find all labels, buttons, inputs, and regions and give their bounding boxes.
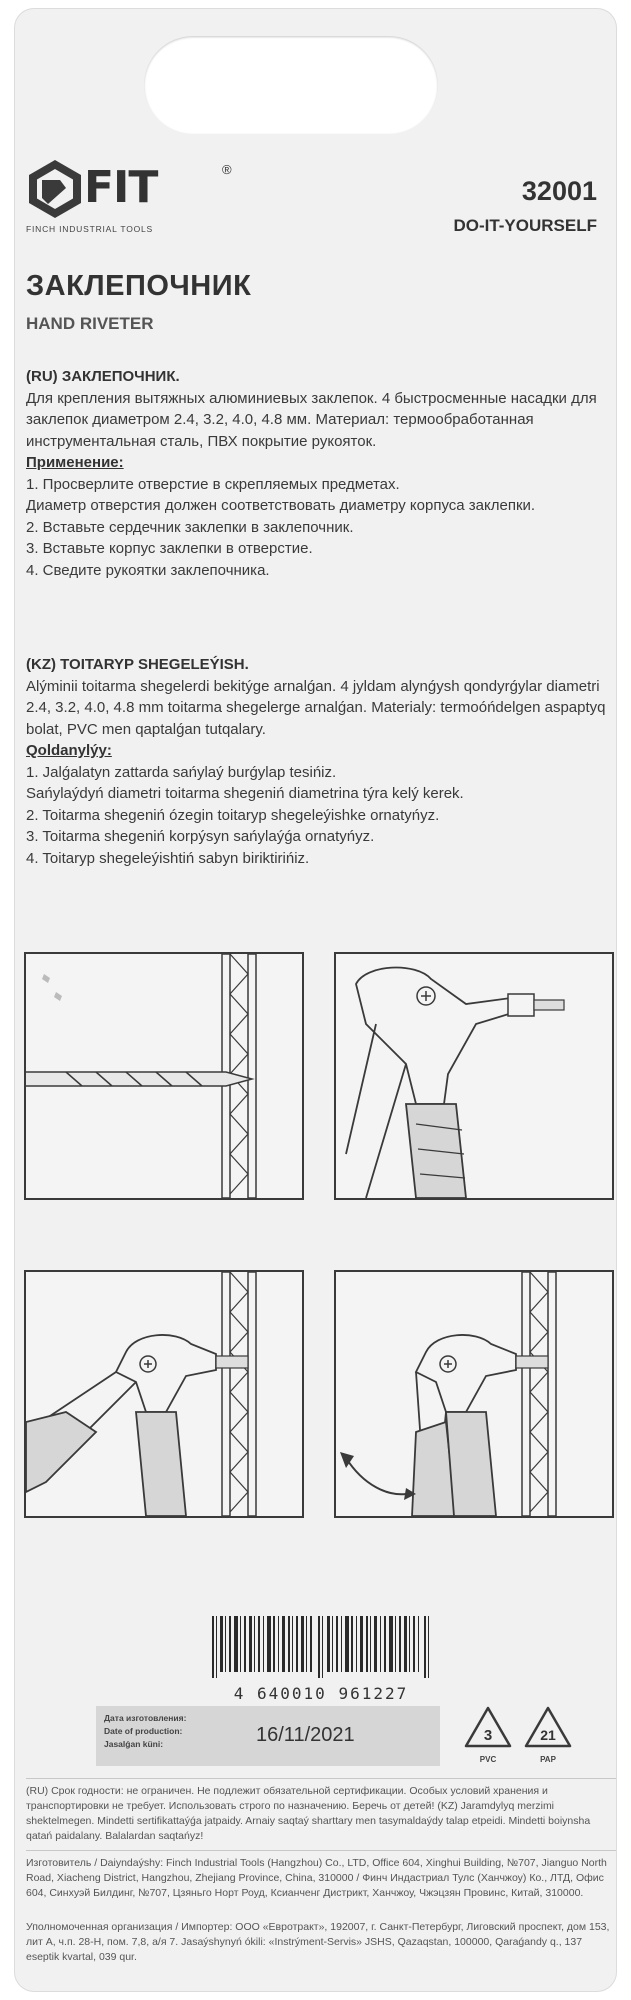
ru-step: 2. Вставьте сердечник заклепки в заклепочник.	[26, 518, 354, 536]
product-subtitle: HAND RIVETER	[26, 314, 154, 333]
storage-info: (RU) Срок годности: не ограничен. Не подлежит обязательной сертификации. Особых условий хранения и транспортировки не требует. Использовать строго по назначению. Беречь от детей! (KZ) Jaramdylyq merzimi shektelmegen. Mindetti sertifikattaýǵa jatpaidy. Arnaiy saqtaý sharttary men tasymaldaýdy talap etpeidi. Mindetti boiynsha qatań paidalany. Balalardan saqtańyz!	[26, 1785, 591, 1842]
step-3-rivet-in-hole-illustration	[24, 1270, 304, 1518]
kz-step: 2. Toitarma shegeniń ózegin toitaryp shegeleýishke ornatyńyz.	[26, 806, 440, 824]
recycle-triangle-icon	[462, 1704, 514, 1750]
article-number: 32001	[521, 176, 597, 206]
ru-step: Диаметр отверстия должен соответствовать диаметру корпуса заклепки.	[26, 497, 536, 514]
ru-heading: (RU) ЗАКЛЕПОЧНИК.	[26, 368, 180, 385]
registered-mark: ®	[222, 162, 232, 177]
ru-step: 4. Сведите рукоятки заклепочника.	[26, 561, 270, 579]
step-4-squeeze-handles-illustration	[334, 1270, 614, 1518]
logo-text: FIT	[84, 162, 158, 213]
kz-usage-heading: Qoldanylýy:	[26, 742, 112, 759]
recycle-number: 3	[483, 1727, 493, 1744]
recycling-pvc	[462, 1704, 514, 1768]
kz-step: 1. Jalǵalatyn zattarda sańylaý burǵylap tesińiz.	[26, 763, 337, 781]
packaging-card	[14, 8, 617, 1992]
production-date-labels	[104, 1712, 186, 1751]
step-2-insert-rivet-illustration	[334, 952, 614, 1200]
kz-step: Sańylaýdyń diametri toitarma shegeniń diametrina týra kelý kerek.	[26, 785, 464, 802]
production-date: 16/11/2021	[256, 1724, 355, 1746]
barcode-number: 4 640010 961227	[233, 1684, 409, 1703]
step-1-drilling-illustration	[24, 952, 304, 1200]
recycle-triangle-icon	[522, 1704, 574, 1750]
production-date-box	[96, 1706, 440, 1766]
date-label-ru: Дата изготовления:	[104, 1713, 187, 1723]
ru-step: 1. Просверлите отверстие в скрепляемых предметах.	[26, 475, 400, 493]
kz-step: 3. Toitarma shegeniń korpýsyn sańylaýǵa ornatyńyz.	[26, 828, 375, 845]
kz-section	[26, 654, 611, 869]
ru-description: Для крепления вытяжных алюминиевых заклепок. 4 быстросменные насадки для заклепок диаметром 2.4, 3.2, 4.0, 4.8 мм. Материал: термообработанная инструментальная сталь, ПВХ покрытие рукояток.	[26, 389, 597, 450]
slogan: DO-IT-YOURSELF	[453, 216, 597, 235]
date-label-en: Date of production:	[104, 1726, 183, 1736]
kz-step: 4. Toitaryp shegeleýishtiń sabyn biriktirińiz.	[26, 849, 310, 867]
kz-heading: (KZ) TOITARYP SHEGELEÝISH.	[26, 656, 249, 673]
brand-tagline: FINCH INDUSTRIAL TOOLS	[26, 224, 154, 234]
manufacturer-info: Изготовитель / Daiyndaýshy: Finch Industrial Tools (Hangzhou) Co., LTD, Office 604, Xinghui Building, №707, Jianguo North Road, Xiacheng District, Hangzhou, Zhejiang Province, China, 310000 / Финч Индастриал Тулс (Ханчжоу) Ко., ЛТД, Офис 604, Синхуэй Билдинг, №707, Цзяньго Норт Роуд, Ксианченг Дистрикт, Ханчжоу, Чжэцзян Провинс, Китай, 310000.	[26, 1857, 607, 1899]
hang-hole	[144, 36, 438, 134]
fit-hex-logo-icon	[26, 158, 84, 220]
kz-description: Alýminii toitarma shegelerdi bekitýge arnalǵan. 4 jyldam alynǵysh qondyrǵylar diametri 2.4, 3.2, 4.0, 4.8 mm toitarma shegelerge arnalǵan. Materialy: termoóńdelgen aspaptyq bolat, PVC men qaptalǵan tutqalary.	[26, 677, 606, 738]
riveter-illustration-icon	[336, 954, 612, 1198]
ru-step: 3. Вставьте корпус заклепки в отверстие.	[26, 540, 313, 557]
recycle-code: PVC	[479, 1755, 497, 1764]
divider	[26, 1778, 616, 1779]
squeeze-illustration-icon	[336, 1272, 612, 1516]
ru-section	[26, 366, 611, 581]
recycle-code: PAP	[540, 1755, 556, 1764]
divider	[26, 1850, 616, 1851]
date-label-kz: Jasalǵan küni:	[104, 1739, 164, 1749]
barcode	[210, 1616, 432, 1678]
product-title: ЗАКЛЕПОЧНИК	[26, 270, 252, 302]
rivet-insert-illustration-icon	[26, 1272, 302, 1516]
brand-logo	[26, 158, 246, 236]
importer-info: Уполномоченная организация / Импортер: ООО «Евротракт», 192007, г. Санкт-Петербург, Лиговский проспект, дом 153, лит А, ч.п. 28-Н, пом. 7,8, а/я 7. Jasaýshynyń ókili: «Instrýment-Servis» JSHS, Qazaqstan, 100000, Qaraǵandy q., 137 eseptik kvartal, 039 qur.	[26, 1921, 610, 1963]
ru-usage-heading: Применение:	[26, 454, 124, 471]
recycle-number: 21	[540, 1727, 556, 1743]
recycling-pap	[522, 1704, 574, 1768]
drill-illustration-icon	[26, 954, 302, 1198]
